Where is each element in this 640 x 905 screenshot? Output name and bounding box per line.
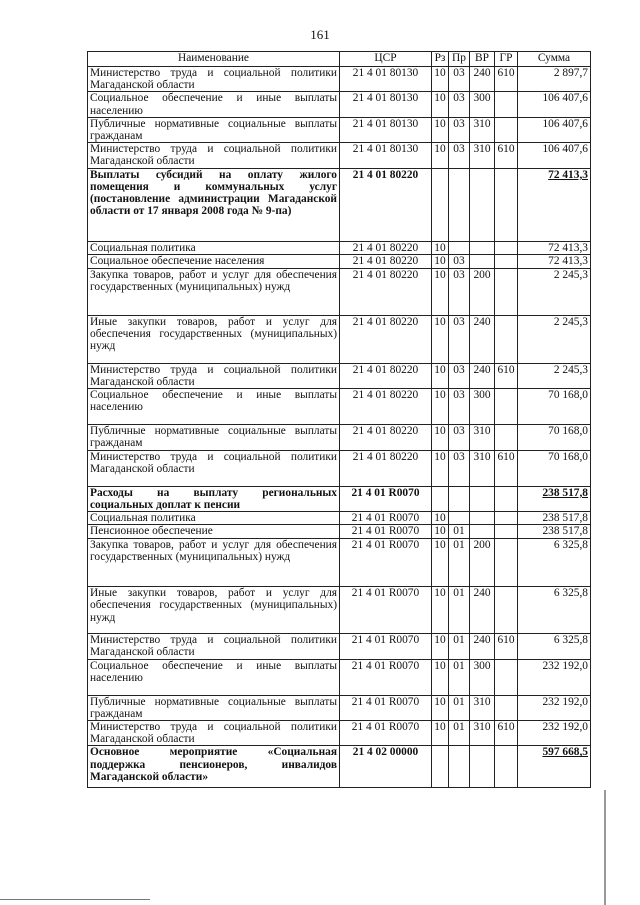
cell-rz: 10 bbox=[432, 389, 449, 425]
cell-pr: 01 bbox=[449, 587, 470, 634]
table-row bbox=[88, 695, 591, 720]
cell-pr: 03 bbox=[449, 315, 470, 363]
cell-vr: 240 bbox=[470, 587, 495, 634]
cell-sum: 6 325,8 bbox=[518, 634, 591, 659]
cell-gr bbox=[495, 168, 518, 241]
cell-sum: 106 407,6 bbox=[518, 143, 591, 168]
cell-sum: 238 517,8 bbox=[518, 525, 591, 539]
cell-pr: 03 bbox=[449, 389, 470, 425]
table-row bbox=[88, 389, 591, 425]
cell-csr: 21 4 02 00000 bbox=[340, 746, 432, 788]
table-row bbox=[88, 117, 591, 142]
cell-gr bbox=[495, 92, 518, 117]
cell-pr: 01 bbox=[449, 659, 470, 695]
header-name: Наименование bbox=[88, 52, 340, 67]
header-sum: Сумма bbox=[518, 52, 591, 67]
cell-sum: 2 245,3 bbox=[518, 268, 591, 315]
cell-name: Основное мероприятие «Социальная поддержка пенсионеров, инвалидов Магаданской области» bbox=[88, 746, 340, 788]
cell-sum: 72 413,3 bbox=[518, 254, 591, 268]
cell-name: Пенсионное обеспечение bbox=[88, 525, 340, 539]
cell-gr bbox=[495, 659, 518, 695]
cell-gr bbox=[495, 254, 518, 268]
cell-csr: 21 4 01 R0070 bbox=[340, 587, 432, 634]
table-row bbox=[88, 659, 591, 695]
cell-pr: 03 bbox=[449, 268, 470, 315]
cell-name: Выплаты субсидий на оплату жилого помещения и коммунальных услуг (постановление администрации Магаданской области от 17 января 2008 года № 9-па) bbox=[88, 168, 340, 241]
cell-rz: 10 bbox=[432, 315, 449, 363]
cell-csr: 21 4 01 80130 bbox=[340, 143, 432, 168]
cell-csr: 21 4 01 80220 bbox=[340, 450, 432, 486]
cell-rz: 10 bbox=[432, 254, 449, 268]
cell-vr bbox=[470, 525, 495, 539]
cell-sum: 72 413,3 bbox=[518, 241, 591, 254]
cell-vr: 240 bbox=[470, 67, 495, 92]
cell-vr bbox=[470, 241, 495, 254]
table-row bbox=[88, 525, 591, 539]
header-csr: ЦСР bbox=[340, 52, 432, 67]
cell-rz: 10 bbox=[432, 67, 449, 92]
table-row bbox=[88, 241, 591, 254]
table-row-section bbox=[88, 746, 591, 788]
cell-name: Социальное обеспечение населения bbox=[88, 254, 340, 268]
cell-csr: 21 4 01 80220 bbox=[340, 315, 432, 363]
cell-pr: 01 bbox=[449, 634, 470, 659]
scan-artifact-line bbox=[604, 790, 606, 905]
cell-name: Министерство труда и социальной политики Магаданской области bbox=[88, 143, 340, 168]
cell-pr bbox=[449, 486, 470, 511]
cell-pr bbox=[449, 168, 470, 241]
cell-gr: 610 bbox=[495, 363, 518, 388]
cell-name: Министерство труда и социальной политики Магаданской области bbox=[88, 67, 340, 92]
cell-vr bbox=[470, 168, 495, 241]
table-row bbox=[88, 512, 591, 525]
table-row bbox=[88, 254, 591, 268]
cell-vr: 310 bbox=[470, 425, 495, 450]
page-number: 161 bbox=[310, 27, 330, 42]
cell-rz: 10 bbox=[432, 539, 449, 587]
table-row bbox=[88, 425, 591, 450]
cell-pr: 03 bbox=[449, 425, 470, 450]
cell-pr: 03 bbox=[449, 143, 470, 168]
cell-vr: 200 bbox=[470, 539, 495, 587]
cell-pr: 03 bbox=[449, 254, 470, 268]
cell-gr bbox=[495, 241, 518, 254]
cell-rz: 10 bbox=[432, 268, 449, 315]
cell-name: Социальное обеспечение и иные выплаты населению bbox=[88, 389, 340, 425]
cell-gr: 610 bbox=[495, 67, 518, 92]
cell-vr bbox=[470, 486, 495, 511]
cell-rz: 10 bbox=[432, 721, 449, 746]
cell-vr: 310 bbox=[470, 695, 495, 720]
cell-sum: 70 168,0 bbox=[518, 389, 591, 425]
cell-name: Министерство труда и социальной политики Магаданской области bbox=[88, 363, 340, 388]
table-row bbox=[88, 268, 591, 315]
cell-csr: 21 4 01 R0070 bbox=[340, 695, 432, 720]
cell-sum: 6 325,8 bbox=[518, 587, 591, 634]
cell-gr bbox=[495, 117, 518, 142]
table-row bbox=[88, 92, 591, 117]
table-row-section bbox=[88, 486, 591, 511]
cell-gr bbox=[495, 512, 518, 525]
cell-csr: 21 4 01 80220 bbox=[340, 268, 432, 315]
cell-sum: 238 517,8 bbox=[518, 512, 591, 525]
cell-gr: 610 bbox=[495, 450, 518, 486]
cell-sum: 72 413,3 bbox=[518, 168, 591, 241]
cell-sum: 6 325,8 bbox=[518, 539, 591, 587]
cell-pr bbox=[449, 241, 470, 254]
cell-pr: 01 bbox=[449, 539, 470, 587]
table-row-section bbox=[88, 168, 591, 241]
cell-gr: 610 bbox=[495, 721, 518, 746]
table-header-row bbox=[88, 52, 591, 67]
table-row bbox=[88, 315, 591, 363]
cell-name: Закупка товаров, работ и услуг для обеспечения государственных (муниципальных) нужд bbox=[88, 268, 340, 315]
header-rz: Рз bbox=[432, 52, 449, 67]
cell-rz: 10 bbox=[432, 525, 449, 539]
cell-name: Социальное обеспечение и иные выплаты населению bbox=[88, 92, 340, 117]
table-row bbox=[88, 587, 591, 634]
cell-csr: 21 4 01 R0070 bbox=[340, 512, 432, 525]
cell-sum: 106 407,6 bbox=[518, 117, 591, 142]
cell-gr bbox=[495, 486, 518, 511]
cell-name: Расходы на выплату региональных социальных доплат к пенсии bbox=[88, 486, 340, 511]
cell-gr bbox=[495, 539, 518, 587]
cell-name: Иные закупки товаров, работ и услуг для обеспечения государственных (муниципальных) нужд bbox=[88, 587, 340, 634]
cell-name: Публичные нормативные социальные выплаты гражданам bbox=[88, 695, 340, 720]
cell-name: Социальное обеспечение и иные выплаты населению bbox=[88, 659, 340, 695]
cell-gr bbox=[495, 746, 518, 788]
cell-gr bbox=[495, 315, 518, 363]
cell-csr: 21 4 01 80220 bbox=[340, 425, 432, 450]
cell-sum: 106 407,6 bbox=[518, 92, 591, 117]
cell-vr: 300 bbox=[470, 659, 495, 695]
cell-pr: 03 bbox=[449, 67, 470, 92]
cell-vr bbox=[470, 512, 495, 525]
cell-pr: 01 bbox=[449, 695, 470, 720]
table-row bbox=[88, 67, 591, 92]
table-row bbox=[88, 363, 591, 388]
cell-name: Публичные нормативные социальные выплаты гражданам bbox=[88, 117, 340, 142]
table-row bbox=[88, 721, 591, 746]
cell-gr bbox=[495, 587, 518, 634]
cell-rz: 10 bbox=[432, 695, 449, 720]
cell-name: Публичные нормативные социальные выплаты гражданам bbox=[88, 425, 340, 450]
cell-rz: 10 bbox=[432, 425, 449, 450]
cell-pr: 01 bbox=[449, 525, 470, 539]
cell-vr: 300 bbox=[470, 389, 495, 425]
header-vr: ВР bbox=[470, 52, 495, 67]
cell-csr: 21 4 01 80220 bbox=[340, 168, 432, 241]
cell-gr bbox=[495, 268, 518, 315]
cell-rz bbox=[432, 168, 449, 241]
table-row bbox=[88, 634, 591, 659]
cell-sum: 238 517,8 bbox=[518, 486, 591, 511]
cell-csr: 21 4 01 R0070 bbox=[340, 525, 432, 539]
cell-csr: 21 4 01 80130 bbox=[340, 117, 432, 142]
cell-rz: 10 bbox=[432, 241, 449, 254]
cell-csr: 21 4 01 80220 bbox=[340, 389, 432, 425]
cell-rz: 10 bbox=[432, 117, 449, 142]
cell-pr: 03 bbox=[449, 92, 470, 117]
cell-name: Министерство труда и социальной политики Магаданской области bbox=[88, 721, 340, 746]
table-row bbox=[88, 539, 591, 587]
cell-gr: 610 bbox=[495, 143, 518, 168]
table-row bbox=[88, 450, 591, 486]
cell-sum: 2 245,3 bbox=[518, 363, 591, 388]
cell-name: Социальная политика bbox=[88, 512, 340, 525]
cell-rz: 10 bbox=[432, 634, 449, 659]
cell-csr: 21 4 01 80130 bbox=[340, 67, 432, 92]
cell-sum: 70 168,0 bbox=[518, 425, 591, 450]
cell-gr bbox=[495, 425, 518, 450]
cell-pr: 01 bbox=[449, 721, 470, 746]
cell-vr bbox=[470, 746, 495, 788]
scan-artifact-dash bbox=[0, 899, 150, 900]
cell-sum: 232 192,0 bbox=[518, 659, 591, 695]
cell-rz: 10 bbox=[432, 92, 449, 117]
cell-rz: 10 bbox=[432, 587, 449, 634]
cell-name: Закупка товаров, работ и услуг для обеспечения государственных (муниципальных) нужд bbox=[88, 539, 340, 587]
cell-sum: 232 192,0 bbox=[518, 695, 591, 720]
header-pr: Пр bbox=[449, 52, 470, 67]
cell-rz: 10 bbox=[432, 143, 449, 168]
cell-csr: 21 4 01 R0070 bbox=[340, 539, 432, 587]
cell-vr: 240 bbox=[470, 315, 495, 363]
cell-vr: 310 bbox=[470, 721, 495, 746]
cell-csr: 21 4 01 80220 bbox=[340, 241, 432, 254]
cell-pr bbox=[449, 746, 470, 788]
cell-rz: 10 bbox=[432, 450, 449, 486]
cell-sum: 2 897,7 bbox=[518, 67, 591, 92]
cell-csr: 21 4 01 80130 bbox=[340, 92, 432, 117]
cell-csr: 21 4 01 R0070 bbox=[340, 634, 432, 659]
header-gr: ГР bbox=[495, 52, 518, 67]
cell-name: Министерство труда и социальной политики Магаданской области bbox=[88, 634, 340, 659]
cell-rz bbox=[432, 486, 449, 511]
cell-vr: 310 bbox=[470, 117, 495, 142]
cell-csr: 21 4 01 R0070 bbox=[340, 721, 432, 746]
cell-name: Министерство труда и социальной политики Магаданской области bbox=[88, 450, 340, 486]
cell-vr: 310 bbox=[470, 143, 495, 168]
cell-name: Иные закупки товаров, работ и услуг для обеспечения государственных (муниципальных) нужд bbox=[88, 315, 340, 363]
cell-vr: 200 bbox=[470, 268, 495, 315]
table-body bbox=[88, 67, 591, 788]
cell-gr bbox=[495, 389, 518, 425]
cell-rz: 10 bbox=[432, 363, 449, 388]
cell-csr: 21 4 01 R0070 bbox=[340, 659, 432, 695]
cell-name: Социальная политика bbox=[88, 241, 340, 254]
cell-gr bbox=[495, 525, 518, 539]
cell-vr: 310 bbox=[470, 450, 495, 486]
cell-pr: 03 bbox=[449, 117, 470, 142]
cell-rz: 10 bbox=[432, 659, 449, 695]
cell-rz: 10 bbox=[432, 512, 449, 525]
cell-sum: 232 192,0 bbox=[518, 721, 591, 746]
cell-sum: 2 245,3 bbox=[518, 315, 591, 363]
cell-csr: 21 4 01 80220 bbox=[340, 254, 432, 268]
cell-sum: 70 168,0 bbox=[518, 450, 591, 486]
cell-gr: 610 bbox=[495, 634, 518, 659]
cell-csr: 21 4 01 80220 bbox=[340, 363, 432, 388]
cell-vr: 300 bbox=[470, 92, 495, 117]
cell-csr: 21 4 01 R0070 bbox=[340, 486, 432, 511]
cell-gr bbox=[495, 695, 518, 720]
cell-vr bbox=[470, 254, 495, 268]
cell-rz bbox=[432, 746, 449, 788]
budget-table bbox=[87, 51, 591, 788]
table-row bbox=[88, 143, 591, 168]
cell-sum: 597 668,5 bbox=[518, 746, 591, 788]
cell-vr: 240 bbox=[470, 634, 495, 659]
cell-pr: 03 bbox=[449, 363, 470, 388]
cell-pr: 03 bbox=[449, 450, 470, 486]
cell-vr: 240 bbox=[470, 363, 495, 388]
cell-pr bbox=[449, 512, 470, 525]
